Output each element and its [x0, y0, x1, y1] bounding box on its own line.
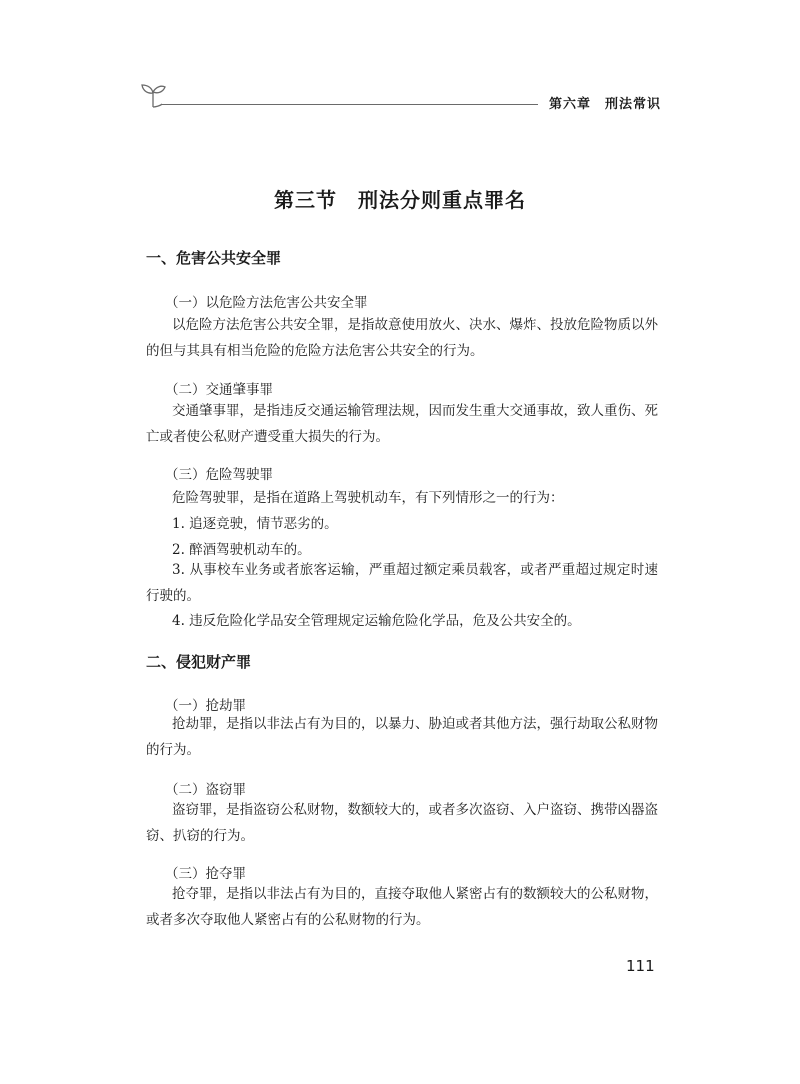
header-rule — [162, 104, 538, 105]
list-item: 4. 违反危险化学品安全管理规定运输危险化学品，危及公共安全的。 — [172, 613, 581, 629]
list-item: 2. 醉酒驾驶机动车的。 — [172, 542, 311, 558]
page-number: 111 — [626, 957, 655, 975]
part2-heading: 二、侵犯财产罪 — [146, 653, 252, 671]
list-item: 1. 追逐竞驶，情节恶劣的。 — [172, 516, 338, 532]
part1-sub1-title: （一）以危险方法危害公共安全罪 — [165, 295, 368, 311]
part1-sub2-text: 交通肇事罪，是指违反交通运输管理法规，因而发生重大交通事故，致人重伤、死亡或者使公私财产遭受重大损失的行为。 — [146, 403, 658, 445]
part2-sub3-title: （三）抢夺罪 — [165, 866, 246, 882]
part2-sub3-text: 抢夺罪，是指以非法占有为目的，直接夺取他人紧密占有的数额较大的公私财物，或者多次夺取他人紧密占有的公私财物的行为。 — [146, 886, 658, 928]
part1-sub2-title: （二）交通肇事罪 — [165, 382, 273, 398]
part2-sub2-text: 盗窃罪，是指盗窃公私财物，数额较大的，或者多次盗窃、入户盗窃、携带凶器盗窃、扒窃的行为。 — [146, 802, 658, 844]
part1-sub3-title: （三）危险驾驶罪 — [165, 467, 273, 483]
list-item: 3. 从事校车业务或者旅客运输，严重超过额定乘员载客，或者严重超过规定时速行驶的。 — [146, 562, 658, 604]
part1-sub1-text: 以危险方法危害公共安全罪，是指故意使用放火、决水、爆炸、投放危险物质以外的但与其具有相当危险的危险方法危害公共安全的行为。 — [146, 317, 658, 359]
part2-sub1-text: 抢劫罪，是指以非法占有为目的，以暴力、胁迫或者其他方法，强行劫取公私财物的行为。 — [146, 716, 658, 758]
chapter-title: 第六章 刑法常识 — [549, 97, 662, 112]
part1-sub3-intro: 危险驾驶罪，是指在道路上驾驶机动车，有下列情形之一的行为： — [172, 490, 564, 506]
part2-sub2-title: （二）盗窃罪 — [165, 782, 246, 798]
part1-heading: 一、危害公共安全罪 — [146, 249, 282, 267]
part2-sub1-title: （一）抢劫罪 — [165, 698, 246, 714]
section-title: 第三节 刑法分则重点罪名 — [274, 188, 526, 212]
